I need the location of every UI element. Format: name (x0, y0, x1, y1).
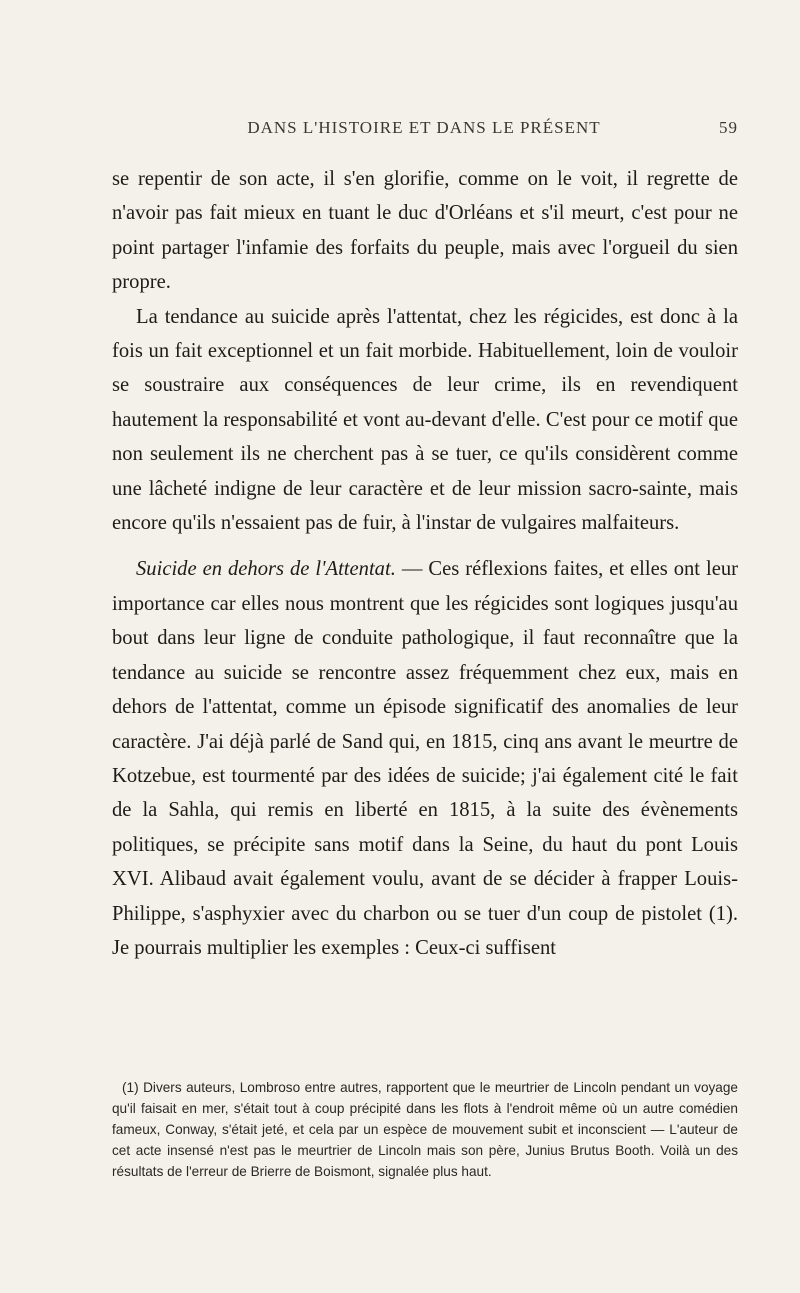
paragraph-1: se repentir de son acte, il s'en glorifie, comme on le voit, il regrette de n'avoir pas fait mieux en tuant le duc d'Orléans et s'il meurt, c'est pour ne point partager l'infamie des forfaits du peuple, mais avec l'orgueil du sien propre. (112, 168, 738, 294)
paragraph-3-text: — Ces réflexions faites, et elles ont leur importance car elles nous montrent que les régicides sont logiques jusqu'au bout dans leur ligne de conduite pathologique, il faut reconnaître que la tendance au suicide se rencontre assez fréquemment chez eux, mais en dehors de l'attentat, comme un épisode significatif des anomalies de leur caractère. J'ai déjà parlé de Sand qui, en 1815, cinq ans avant le meurtre de Kotzebue, est tourmenté par des idées de suicide; j'ai également cité le fait de la Sahla, qui remis en liberté en 1815, à la suite des évènements politiques, se précipite sans motif dans la Seine, du haut du pont Louis XVI. Alibaud avait également voulu, avant de se décider à frapper Louis-Philippe, s'asphyxier avec du charbon ou se tuer d'un coup de pistolet (1). Je pourrais multiplier les exemples : Ceux-ci suffisent (112, 558, 739, 959)
running-title: DANS L'HISTOIRE ET DANS LE PRÉSENT (247, 118, 601, 137)
paragraph-3 (112, 552, 738, 965)
page-number: 59 (719, 118, 738, 137)
body-text (112, 162, 738, 965)
page-header (110, 118, 738, 144)
footnote (112, 1077, 738, 1182)
section-title: Suicide en dehors de l'Attentat. (136, 558, 396, 581)
footnote-text: (1) Divers auteurs, Lombroso entre autres, rapportent que le meurtrier de Lincoln pendant un voyage qu'il faisait en mer, s'était tout à coup précipité dans les flots à l'endroit même où un autre comédien fameux, Conway, s'était jeté, et cela par un espèce de mouvement subit et inconscient — L'auteur de cet acte insensé n'est pas le meurtrier de Lincoln mais son père, Junius Brutus Booth. Voilà un des résultats de l'erreur de Brierre de Boismont, signalée plus haut. (112, 1080, 738, 1179)
paragraph-2: La tendance au suicide après l'attentat, chez les régicides, est donc à la fois un fait exceptionnel et un fait morbide. Habituellement, loin de vouloir se soustraire aux conséquences de leur crime, ils en revendiquent hautement la responsabilité et vont au-devant d'elle. C'est pour ce motif que non seulement ils ne cherchent pas à se tuer, ce qu'ils considèrent comme une lâcheté indigne de leur caractère et de leur mission sacro-sainte, mais encore qu'ils n'essaient pas de fuir, à l'instar de vulgaires malfaiteurs. (112, 305, 738, 535)
